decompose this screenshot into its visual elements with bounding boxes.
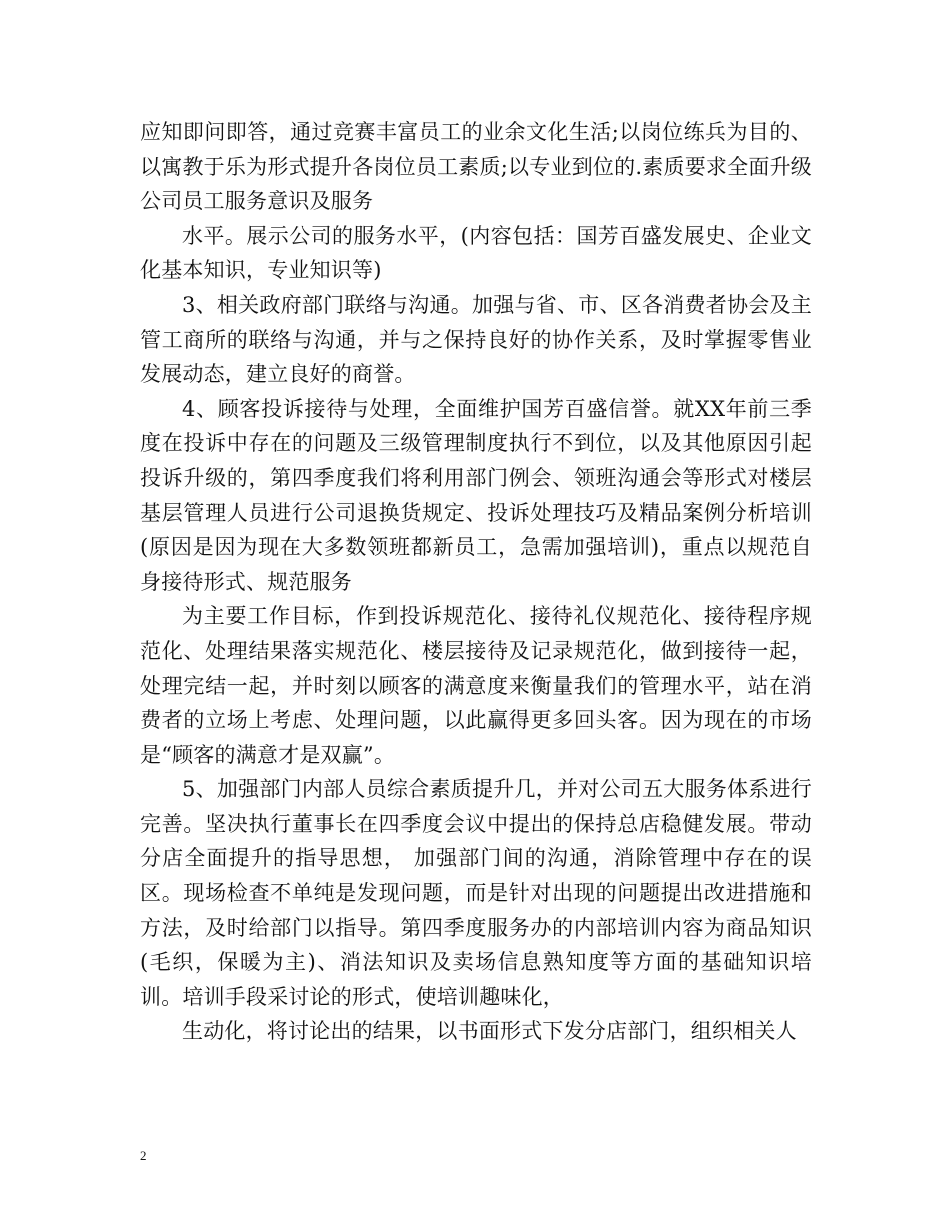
paragraph-7: 生动化，将讨论出的结果，以书面形式下发分店部门，组织相关人 xyxy=(182,1019,797,1044)
page-number: 2 xyxy=(140,1148,147,1163)
paragraph-4: 4、顾客投诉接待与处理，全面维护国芳百盛信誉。就XX年前三季度在投诉中存在的问题及三级管理制度执行不到位，以及其他原因引起投诉升级的，第四季度我们将利用部门例会、领班沟通会等形式对楼层基层管理人员进行公司退换货规定、投诉处理技巧及精品案例分析培训(原因是因为现在大多数领班都新员工，急需加强培训)，重点以规范自身接待形式、规范服务 xyxy=(140,396,812,594)
document-body xyxy=(140,115,812,1049)
paragraph-6: 5、加强部门内部人员综合素质提升几，并对公司五大服务体系进行完善。坚决执行董事长在四季度会议中提出的保持总店稳健发展。带动分店全面提升的指导思想， 加强部门间的沟通，消除管理中存在的误区。现场检查不单纯是发现问题，而是针对出现的问题提出改进措施和方法，及时给部门以指导。第四季度服务办的内部培训内容为商品知识(毛织，保暖为主)、消法知识及卖场信息熟知度等方面的基础知识培训。培训手段采讨论的形式，使培训趣味化， xyxy=(140,777,812,1009)
paragraph-2: 水平。展示公司的服务水平，(内容包括：国芳百盛发展史、企业文化基本知识，专业知识等) xyxy=(140,223,812,283)
paragraph-5: 为主要工作目标，作到投诉规范化、接待礼仪规范化、接待程序规范化、处理结果落实规范化、楼层接待及记录规范化，做到接待一起，处理完结一起，并时刻以顾客的满意度来衡量我们的管理水平，站在消费者的立场上考虑、处理问题，以此赢得更多回头客。因为现在的市场是“顾客的满意才是双赢”。 xyxy=(140,604,812,767)
paragraph-3: 3、相关政府部门联络与沟通。加强与省、市、区各消费者协会及主管工商所的联络与沟通，并与之保持良好的协作关系，及时掌握零售业发展动态，建立良好的商誉。 xyxy=(140,292,812,387)
paragraph-1: 应知即问即答，通过竞赛丰富员工的业余文化生活;以岗位练兵为目的、以寓教于乐为形式提升各岗位员工素质;以专业到位的.素质要求全面升级公司员工服务意识及服务 xyxy=(140,120,812,214)
